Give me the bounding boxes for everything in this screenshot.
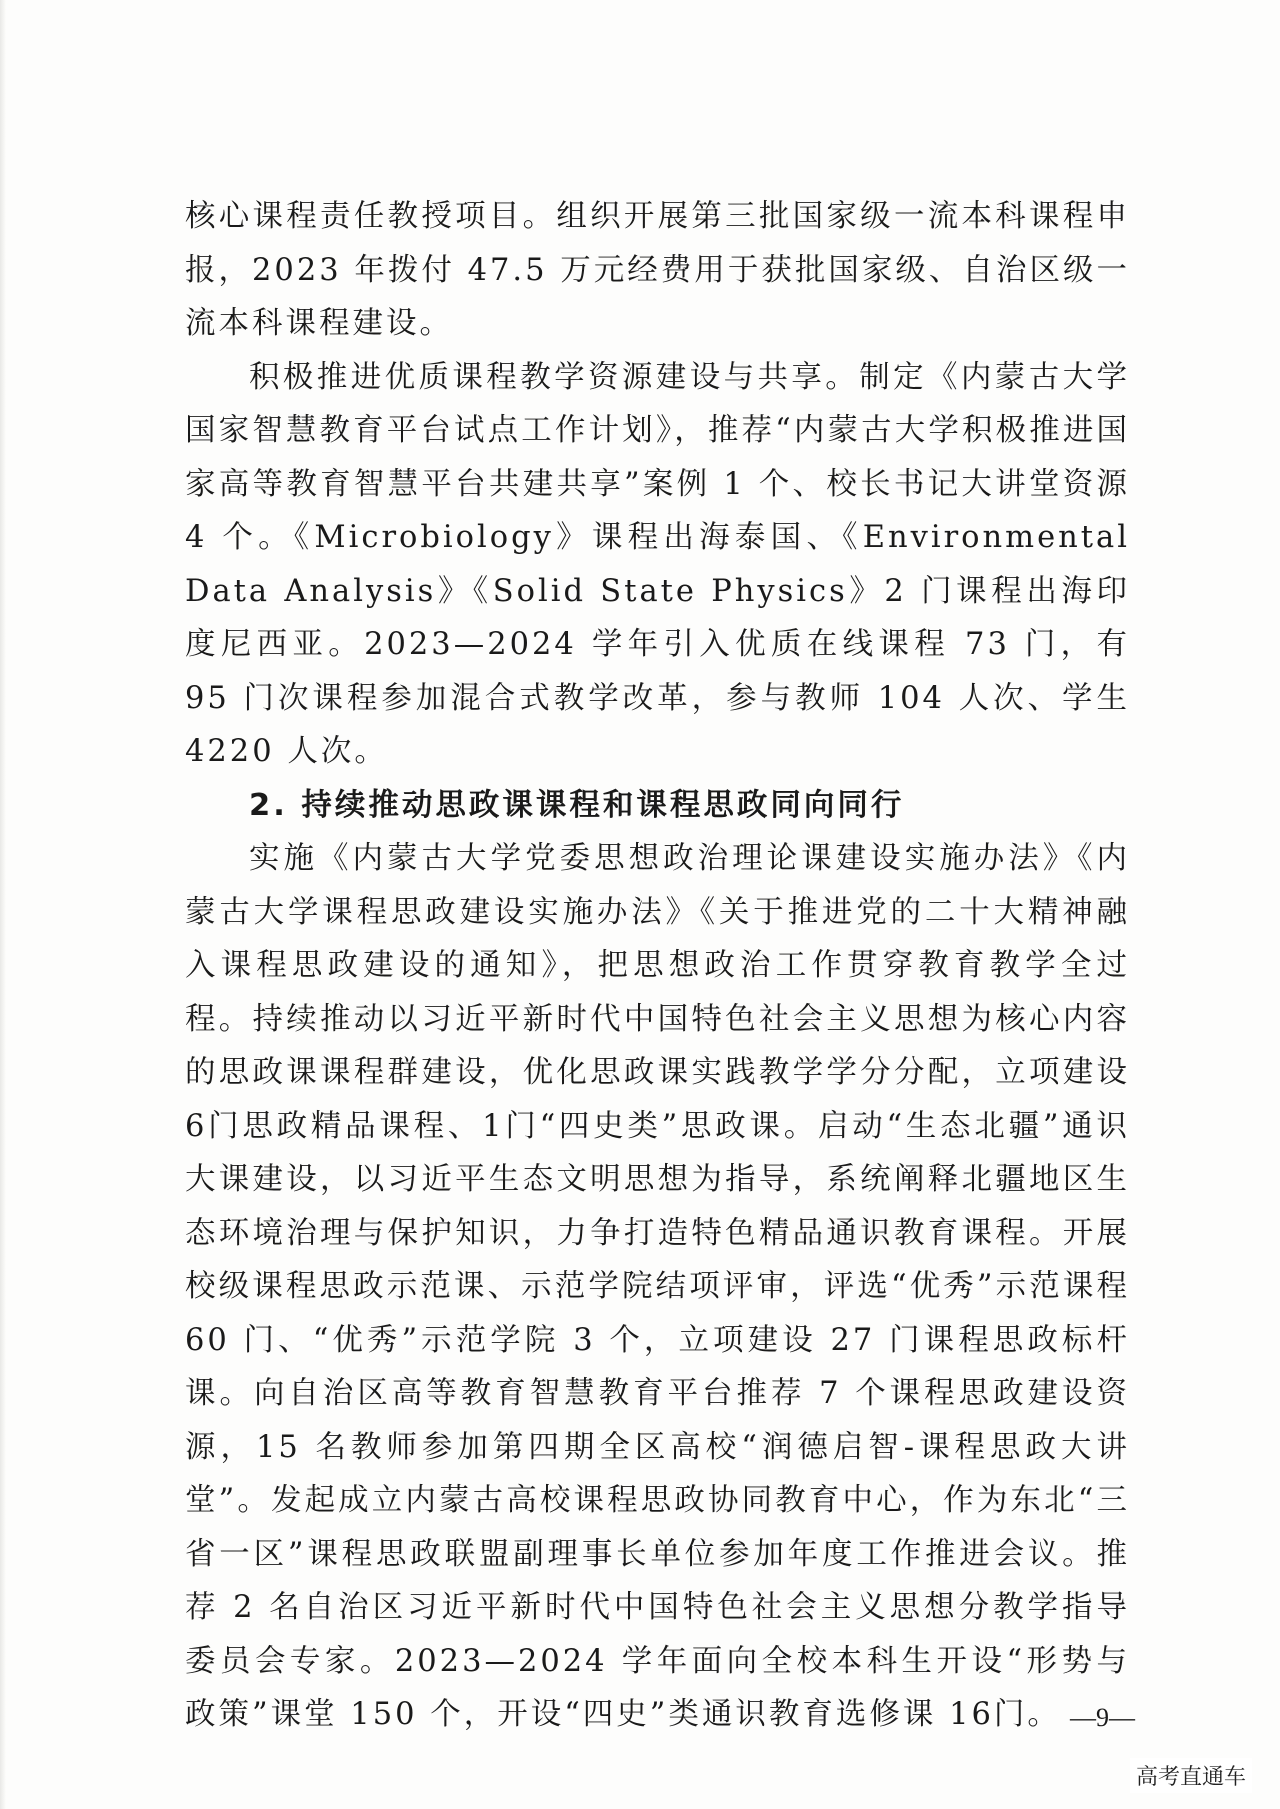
paragraph-ideological-courses: 实施《内蒙古大学党委思想政治理论课建设实施办法》《内蒙古大学课程思政建设实施办法》《关于推进党的二十大精神融入课程思政建设的通知》，把思想政治工作贯穿教育教学全过程。持续推动以习近平新时代中国特色社会主义思想为核心内容的思政课课程群建设，优化思政课实践教学学分分配，立项建设6门思政精品课程、1门“四史类”思政课。启动“生态北疆”通识大课建设，以习近平生态文明思想为指导，系统阐释北疆地区生态环境治理与保护知识，力争打造特色精品通识教育课程。开展校级课程思政示范课、示范学院结项评审，评选“优秀”示范课程 60 门、“优秀”示范学院 3 个，立项建设 27 门课程思政标杆课。向自治区高等教育智慧教育平台推荐 7 个课程思政建设资源，15 名教师参加第四期全区高校“润德启智-课程思政大讲堂”。发起成立内蒙古高校课程思政协同教育中心，作为东北“三省一区”课程思政联盟副理事长单位参加年度工作推进会议。推荐 2 名自治区习近平新时代中国特色社会主义思想分教学指导委员会专家。2023—2024 学年面向全校本科生开设“形势与政策”课堂 150 个，开设“四史”类通识教育选修课 16门。 — [185, 841, 1130, 1732]
section-heading: 2. 持续推动思政课课程和课程思政同向同行 — [249, 787, 905, 823]
page-number: —9— — [1070, 1703, 1135, 1732]
paragraph-course-funding: 核心课程责任教授项目。组织开展第三批国家级一流本科课程申报，2023 年拨付 47.5 万元经费用于获批国家级、自治区级一流本科课程建设。 — [185, 199, 1130, 341]
document-body — [185, 190, 1130, 1742]
paragraph-course-resources: 积极推进优质课程教学资源建设与共享。制定《内蒙古大学国家智慧教育平台试点工作计划》，推荐“内蒙古大学积极推进国家高等教育智慧平台共建共享”案例 1 个、校长书记大讲堂资源 4 个。《Microbiology》课程出海泰国、《Environmental Data Analysis》《Solid State Physics》2 门课程出海印度尼西亚。2023—2024 学年引入优质在线课程 73 门，有 95 门次课程参加混合式教学改革，参与教师 104 人次、学生 4220 人次。 — [185, 359, 1130, 769]
watermark: 高考直通车 — [1130, 1758, 1252, 1793]
scan-edge — [0, 0, 6, 1809]
